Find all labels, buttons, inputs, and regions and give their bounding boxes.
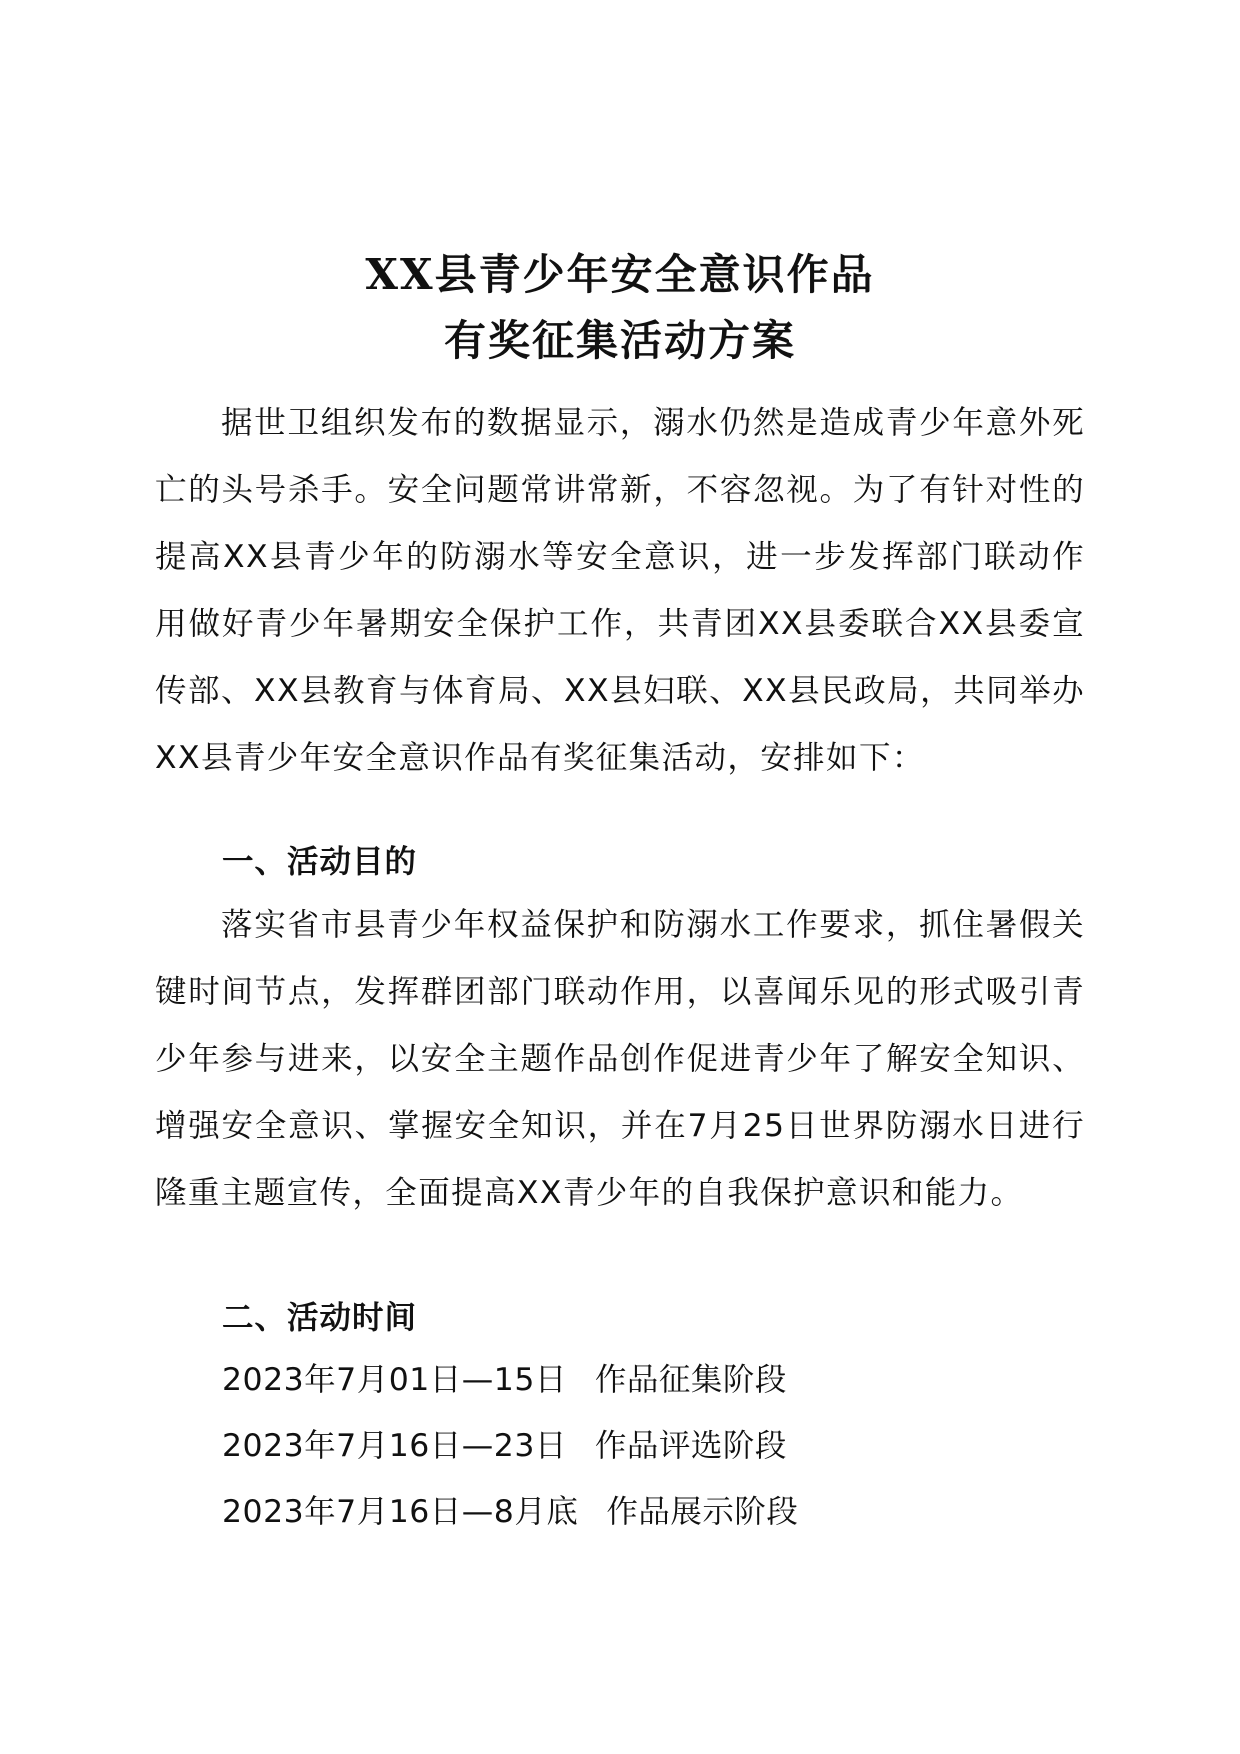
section-1-text: 落实省市县青少年权益保护和防溺水工作要求，抓住暑假关键时间节点，发挥群团部门联动作用，以喜闻乐见的形式吸引青少年参与进来，以安全主题作品创作促进青少年了解安全知识、增强安全意识、掌握安全知识，并在7月25日世界防溺水日进行隆重主题宣传，全面提高XX青少年的自我保护意识和能力。: [155, 907, 1085, 1211]
schedule-date: 2023年7月16日—23日: [222, 1428, 567, 1464]
intro-text: 据世卫组织发布的数据显示，溺水仍然是造成青少年意外死亡的头号杀手。安全问题常讲常新，不容忽视。为了有针对性的提高XX县青少年的防溺水等安全意识，进一步发挥部门联动作用做好青少年暑期安全保护工作，共青团XX县委联合XX县委宣传部、XX县教育与体育局、XX县妇联、XX县民政局，共同举办XX县青少年安全意识作品有奖征集活动，安排如下：: [155, 405, 1085, 776]
schedule-row: [222, 1426, 787, 1466]
section-2-heading: 二、活动时间: [222, 1300, 418, 1336]
document-title-line-1: XX县青少年安全意识作品: [365, 250, 875, 299]
schedule-stage: 作品评选阶段: [594, 1428, 787, 1464]
schedule-date: 2023年7月16日—8月底: [222, 1494, 579, 1530]
intro-paragraph: [155, 390, 1085, 792]
schedule-stage: 作品征集阶段: [594, 1362, 787, 1398]
section-1-paragraph: [155, 892, 1085, 1227]
schedule-date: 2023年7月01日—15日: [222, 1362, 567, 1398]
schedule-row: [222, 1492, 798, 1532]
section-1-heading: 一、活动目的: [222, 844, 418, 880]
schedule-stage: 作品展示阶段: [606, 1494, 799, 1530]
schedule-row: [222, 1360, 787, 1400]
document-title-line-2: 有奖征集活动方案: [443, 316, 796, 365]
